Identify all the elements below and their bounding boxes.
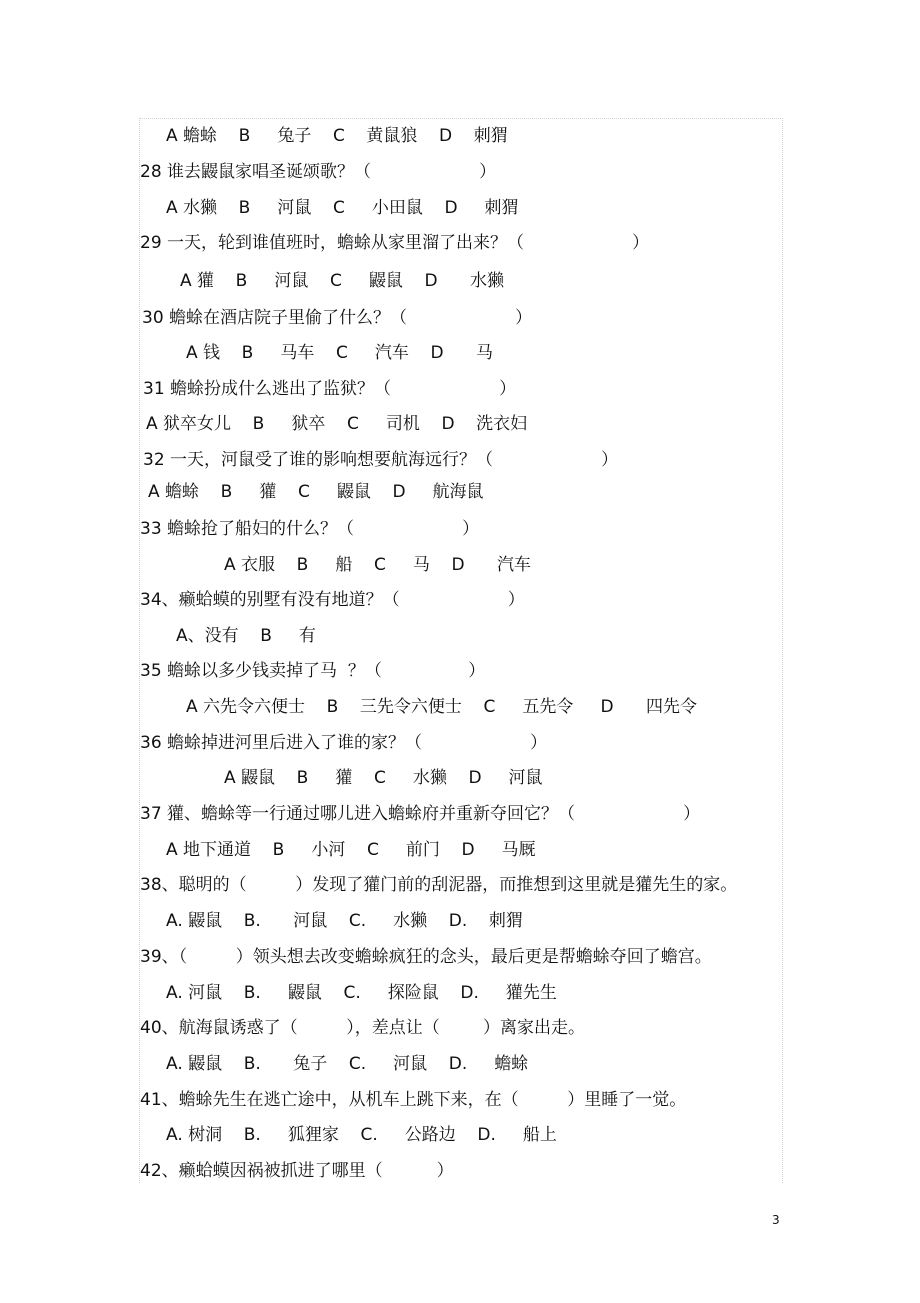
answer-options-q34: A、没有 B 有 xyxy=(176,626,316,646)
question-35: 35 蟾蜍以多少钱卖掉了马 ？（ ） xyxy=(140,661,486,681)
question-40: 40、航海鼠诱惑了（ ），差点让（ ）离家出走。 xyxy=(140,1018,585,1038)
answer-options-q27: A 蟾蜍 B 兔子 C 黄鼠狼 D 刺猬 xyxy=(166,126,508,146)
question-30: 30 蟾蜍在酒店院子里偷了什么？（ ） xyxy=(142,308,533,328)
answer-options-q38: A. 鼹鼠 B. 河鼠 C. 水獭 D. 刺猬 xyxy=(166,911,523,931)
answer-options-q32: A 蟾蜍 B 獾 C 鼹鼠 D 航海鼠 xyxy=(148,482,484,502)
question-29: 29 一天，轮到谁值班时，蟾蜍从家里溜了出来？（ ） xyxy=(140,233,650,253)
question-37: 37 獾、蟾蜍等一行通过哪儿进入蟾蜍府并重新夺回它？（ ） xyxy=(140,804,701,824)
question-42: 42、癞蛤蟆因祸被抓进了哪里（ ） xyxy=(140,1161,454,1181)
answer-options-q41: A. 树洞 B. 狐狸家 C. 公路边 D. 船上 xyxy=(166,1125,557,1145)
answer-options-q28: A 水獭 B 河鼠 C 小田鼠 D 刺猬 xyxy=(166,198,519,218)
answer-options-q35: A 六先令六便士 B 三先令六便士 C 五先令 D 四先令 xyxy=(186,697,697,717)
answer-options-q33: A 衣服 B 船 C 马 D 汽车 xyxy=(224,555,531,575)
answer-options-q39: A. 河鼠 B. 鼹鼠 C. 探险鼠 D. 獾先生 xyxy=(166,983,557,1003)
question-28: 28 谁去鼹鼠家唱圣诞颂歌？（ ） xyxy=(140,162,497,182)
answer-options-q29: A 獾 B 河鼠 C 鼹鼠 D 水獭 xyxy=(180,271,504,291)
question-32: 32 一天，河鼠受了谁的影响想要航海远行？（ ） xyxy=(143,450,619,470)
answer-options-q37: A 地下通道 B 小河 C 前门 D 马厩 xyxy=(166,840,536,860)
page-number: 3 xyxy=(772,1213,780,1227)
question-33: 33 蟾蜍抢了船妇的什么？（ ） xyxy=(140,519,480,539)
question-39: 39、（ ）领头想去改变蟾蜍疯狂的念头，最后更是帮蟾蜍夺回了蟾宫。 xyxy=(140,947,712,967)
answer-options-q30: A 钱 B 马车 C 汽车 D 马 xyxy=(186,343,493,363)
answer-options-q36: A 鼹鼠 B 獾 C 水獭 D 河鼠 xyxy=(224,768,543,788)
answer-options-q40: A. 鼹鼠 B. 兔子 C. 河鼠 D. 蟾蜍 xyxy=(166,1054,529,1074)
question-31: 31 蟾蜍扮成什么逃出了监狱？（ ） xyxy=(143,379,517,399)
question-34: 34、癞蛤蟆的别墅有没有地道？（ ） xyxy=(140,590,525,610)
answer-options-q31: A 狱卒女儿 B 狱卒 C 司机 D 洗衣妇 xyxy=(146,414,528,434)
question-36: 36 蟾蜍掉进河里后进入了谁的家？（ ） xyxy=(140,733,548,753)
question-41: 41、蟾蜍先生在逃亡途中，从机车上跳下来，在（ ）里睡了一觉。 xyxy=(140,1090,687,1110)
question-38: 38、聪明的（ ）发现了獾门前的刮泥器，而推想到这里就是獾先生的家。 xyxy=(140,875,738,895)
